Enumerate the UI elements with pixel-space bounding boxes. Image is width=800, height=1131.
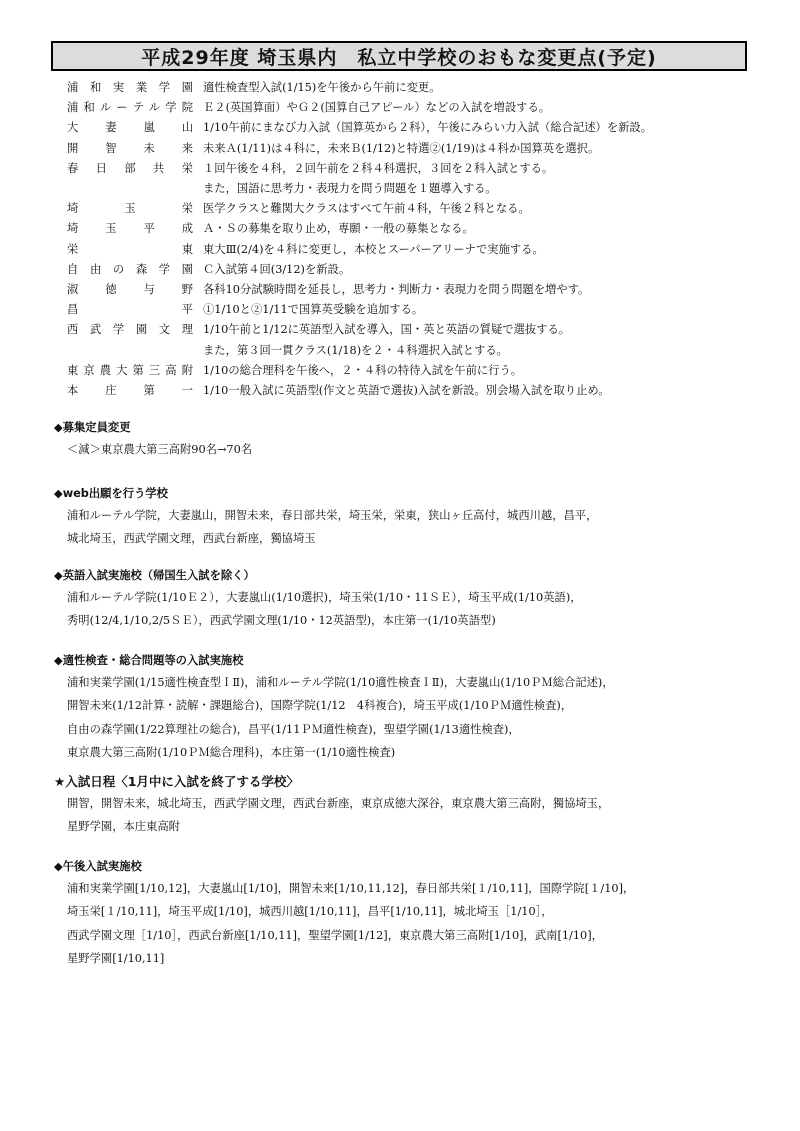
change-description: また，第３回一貫クラス(1/18)を２・４科選択入試とする。 xyxy=(203,343,508,357)
section-aptitude-exam xyxy=(54,650,614,764)
section-exam-schedule xyxy=(54,771,609,839)
change-row xyxy=(67,279,747,299)
school-name: 昌平 xyxy=(67,303,193,317)
change-description: 1/10午前と1/12に英語型入試を導入，国・英と英語の質疑で選抜する。 xyxy=(203,323,571,337)
change-row xyxy=(67,339,747,359)
school-name: 埼玉栄 xyxy=(67,202,193,216)
section-heading xyxy=(54,650,614,671)
section-line: 浦和ルーテル学院(1/10Ｅ２），大妻嵐山(1/10選択)，埼玉栄(1/10・11ＳＥ），埼玉平成(1/10英語)， xyxy=(67,591,582,604)
diamond-marker-icon: ◆ xyxy=(54,860,63,873)
change-row xyxy=(67,319,747,339)
school-name: 西武学園文理 xyxy=(67,323,193,337)
school-name: 浦和ルーテル学院 xyxy=(67,101,193,115)
changes-list xyxy=(67,77,747,400)
section-web-application xyxy=(54,483,597,551)
section-heading xyxy=(54,417,252,438)
section-lines xyxy=(67,877,634,970)
section-line: 埼玉栄[１/10,11]，埼玉平成[1/10]，城西川越[1/10,11]，昌平[1/10,11]，城北埼玉［1/10］， xyxy=(67,905,553,919)
diamond-marker-icon: ◆ xyxy=(54,654,63,667)
diamond-marker-icon: ◆ xyxy=(54,569,63,582)
change-row xyxy=(67,138,747,158)
change-description: Ｃ入試第４回(3/12)を新設。 xyxy=(203,262,351,276)
change-description: 1/10一般入試に英語型(作文と英語で選抜)入試を新設。別会場入試を取り止め。 xyxy=(203,383,610,397)
page-title: 平成29年度 埼玉県内 私立中学校のおもな変更点(予定) xyxy=(141,46,657,69)
school-name: 栄東 xyxy=(67,242,193,256)
section-line: 開智，開智未来，城北埼玉，西武学園文理，西武台新座，東京成徳大深谷，東京農大第三高附，獨協埼玉， xyxy=(67,797,610,810)
section-lines xyxy=(67,438,252,461)
school-name: 東京農大第三高附 xyxy=(67,363,193,377)
title-box xyxy=(51,41,747,71)
section-english-exam xyxy=(54,565,582,633)
school-name: 開智未来 xyxy=(67,141,193,155)
section-lines xyxy=(67,586,582,633)
change-row xyxy=(67,299,747,319)
section-line: 自由の森学園(1/22算理社の総合)，昌平(1/11ＰＭ適性検査)，聖望学園(1/13適性検査)， xyxy=(67,722,520,736)
section-heading-text: web出願を行う学校 xyxy=(62,487,168,500)
section-line: 星野学園，本庄東高附 xyxy=(67,820,180,834)
change-description: 未来Ａ(1/11)は４科に，未来Ｂ(1/12)と特選②(1/19)は４科か国算英を選択。 xyxy=(203,141,600,155)
section-capacity xyxy=(54,417,252,461)
section-heading xyxy=(54,771,609,792)
change-row xyxy=(67,77,747,97)
change-description: 東大Ⅲ(2/4)を４科に変更し，本校とスーパーアリーナで実施する。 xyxy=(203,242,544,256)
change-row xyxy=(67,97,747,117)
section-line: 西武学園文理［1/10］，西武台新座[1/10,11]，聖望学園[1/12]，東京農大第三高附[1/10]，武南[1/10]， xyxy=(67,928,603,942)
change-description: Ａ・Ｓの募集を取り止め，専願・一般の募集となる。 xyxy=(203,222,474,236)
diamond-marker-icon: ◆ xyxy=(54,421,63,434)
change-row xyxy=(67,178,747,198)
school-name: 埼玉平成 xyxy=(67,222,193,236)
change-description: 1/10午前にまなび力入試（国算英から２科），午後にみらい力入試（総合記述）を新設。 xyxy=(203,121,653,135)
section-lines xyxy=(67,671,614,764)
school-name: 淑徳与野 xyxy=(67,282,193,296)
section-heading xyxy=(54,483,597,504)
section-line: 浦和実業学園[1/10,12]，大妻嵐山[1/10]，開智未来[1/10,11,12]，春日部共栄[１/10,11]，国際学院[１/10]， xyxy=(67,882,635,895)
change-row xyxy=(67,158,747,178)
change-description: ①1/10と②1/11で国算英受験を追加する。 xyxy=(203,303,424,317)
change-row xyxy=(67,380,747,400)
section-heading-text: 午後入試実施校 xyxy=(62,860,142,873)
change-description: 医学クラスと難関大クラスはすべて午前４科，午後２科となる。 xyxy=(203,202,530,216)
section-line: 城北埼玉，西武学園文理，西武台新座，獨協埼玉 xyxy=(67,532,316,546)
star-marker-icon: ★ xyxy=(54,774,66,789)
school-name: 大妻嵐山 xyxy=(67,121,193,135)
change-description: 適性検査型入試(1/15)を午後から午前に変更。 xyxy=(203,81,441,95)
section-heading xyxy=(54,856,634,877)
change-row xyxy=(67,360,747,380)
section-lines xyxy=(67,504,597,551)
change-description: 1/10の総合理科を午後へ，２・４科の特待入試を午前に行う。 xyxy=(203,363,523,377)
school-name: 自由の森学園 xyxy=(67,262,193,276)
section-line: 星野学園[1/10,11] xyxy=(67,951,165,965)
section-heading-text: 募集定員変更 xyxy=(62,421,131,434)
section-line: 開智未来(1/12計算・読解・課題総合)，国際学院(1/12 4科複合)，埼玉平成(1/10ＰＭ適性検査)， xyxy=(67,699,573,713)
change-row xyxy=(67,117,747,137)
school-name: 本庄第一 xyxy=(67,383,193,397)
change-row xyxy=(67,198,747,218)
change-description: また，国語に思考力・表現力を問う問題を１題導入する。 xyxy=(203,182,497,196)
section-heading-text: 英語入試実施校（帰国生入試を除く） xyxy=(62,569,255,582)
section-line: 浦和ルーテル学院，大妻嵐山，開智未来，春日部共栄，埼玉栄，栄東，狭山ヶ丘高付，城西川越，昌平， xyxy=(67,509,598,522)
section-heading-text: 適性検査・総合問題等の入試実施校 xyxy=(62,654,244,667)
section-lines xyxy=(67,792,609,839)
section-heading xyxy=(54,565,582,586)
section-afternoon-exam xyxy=(54,856,634,970)
change-description: １回午後を４科，２回午前を２科４科選択，３回を２科入試とする。 xyxy=(203,161,554,175)
diamond-marker-icon: ◆ xyxy=(54,487,63,500)
change-row xyxy=(67,218,747,238)
change-description: Ｅ２(英国算面）やＧ２(国算自己アピール）などの入試を増設する。 xyxy=(203,101,551,115)
change-description: 各科10分試験時間を延長し，思考力・判断力・表現力を問う問題を増やす。 xyxy=(203,282,590,296)
change-row xyxy=(67,239,747,259)
school-name: 春日部共栄 xyxy=(67,161,193,175)
school-name: 浦和実業学園 xyxy=(67,81,193,95)
section-heading-text: 入試日程〈1月中に入試を終了する学校〉 xyxy=(65,774,299,789)
section-line: 浦和実業学園(1/15適性検査型ＩⅡ)，浦和ルーテル学院(1/10適性検査ＩⅡ)，大妻嵐山(1/10ＰＭ総合記述)， xyxy=(67,676,614,689)
change-row xyxy=(67,259,747,279)
section-line: 秀明(12/4,1/10,2/5ＳＥ），西武学園文理(1/10・12英語型)，本庄第一(1/10英語型) xyxy=(67,614,496,628)
section-line: 東京農大第三高附(1/10ＰＭ総合理科)，本庄第一(1/10適性検査) xyxy=(67,745,396,759)
section-line: ＜減＞東京農大第三高附90名→70名 xyxy=(67,443,253,456)
